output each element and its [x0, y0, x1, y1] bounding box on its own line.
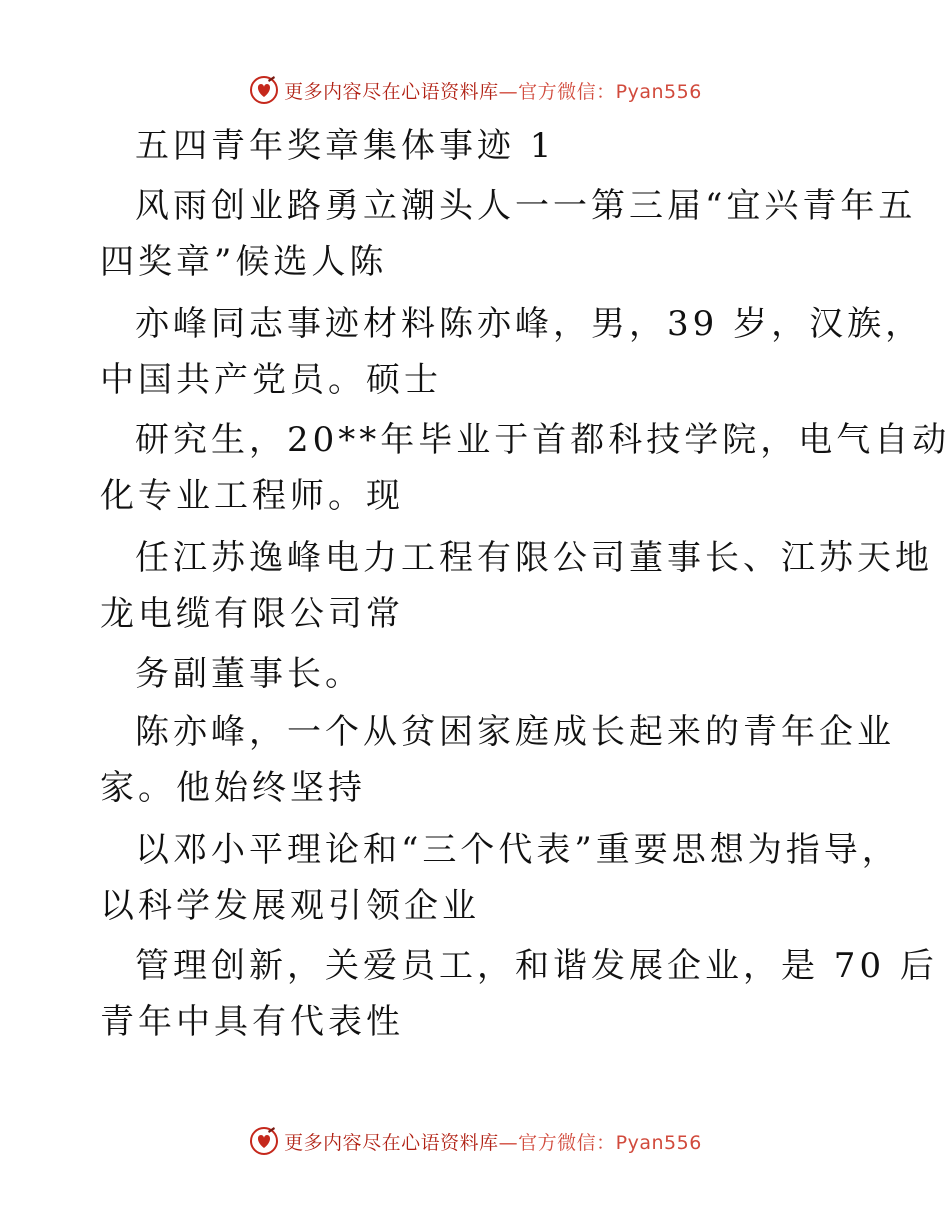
- doc-line: 以科学发展观引领企业: [100, 886, 480, 926]
- heart-pen-logo-icon: [248, 1125, 280, 1157]
- doc-line: 中国共产党员。硕士: [100, 360, 442, 400]
- doc-line: 四奖章”候选人陈: [100, 242, 388, 282]
- doc-line: 化专业工程师。现: [100, 476, 404, 516]
- doc-line: 任江苏逸峰电力工程有限公司董事长、江苏天地: [135, 538, 933, 578]
- doc-line: 研究生，20**年毕业于首都科技学院，电气自动: [135, 420, 950, 460]
- footer-watermark-text: 更多内容尽在心语资料库—官方微信：Pyan556: [284, 1131, 702, 1154]
- doc-line: 亦峰同志事迹材料陈亦峰，男，39 岁，汉族，: [135, 304, 924, 344]
- doc-line: 以邓小平理论和“三个代表”重要思想为指导，: [135, 830, 900, 870]
- header-watermark-text: 更多内容尽在心语资料库—官方微信：Pyan556: [284, 80, 702, 103]
- doc-line: 龙电缆有限公司常: [100, 594, 404, 634]
- doc-line: 风雨创业路勇立潮头人一一第三届“宜兴青年五: [135, 186, 917, 226]
- heart-pen-logo-icon: [248, 74, 280, 106]
- doc-line: 务副董事长。: [135, 654, 363, 694]
- doc-line: 家。他始终坚持: [100, 768, 366, 808]
- doc-line: 管理创新，关爱员工，和谐发展企业，是 70 后: [135, 946, 938, 986]
- doc-line: 陈亦峰，一个从贫困家庭成长起来的青年企业: [135, 712, 895, 752]
- header-watermark-banner: [0, 70, 950, 110]
- footer-watermark-banner: [0, 1121, 950, 1161]
- doc-line: 五四青年奖章集体事迹 1: [135, 126, 556, 166]
- doc-line: 青年中具有代表性: [100, 1002, 404, 1042]
